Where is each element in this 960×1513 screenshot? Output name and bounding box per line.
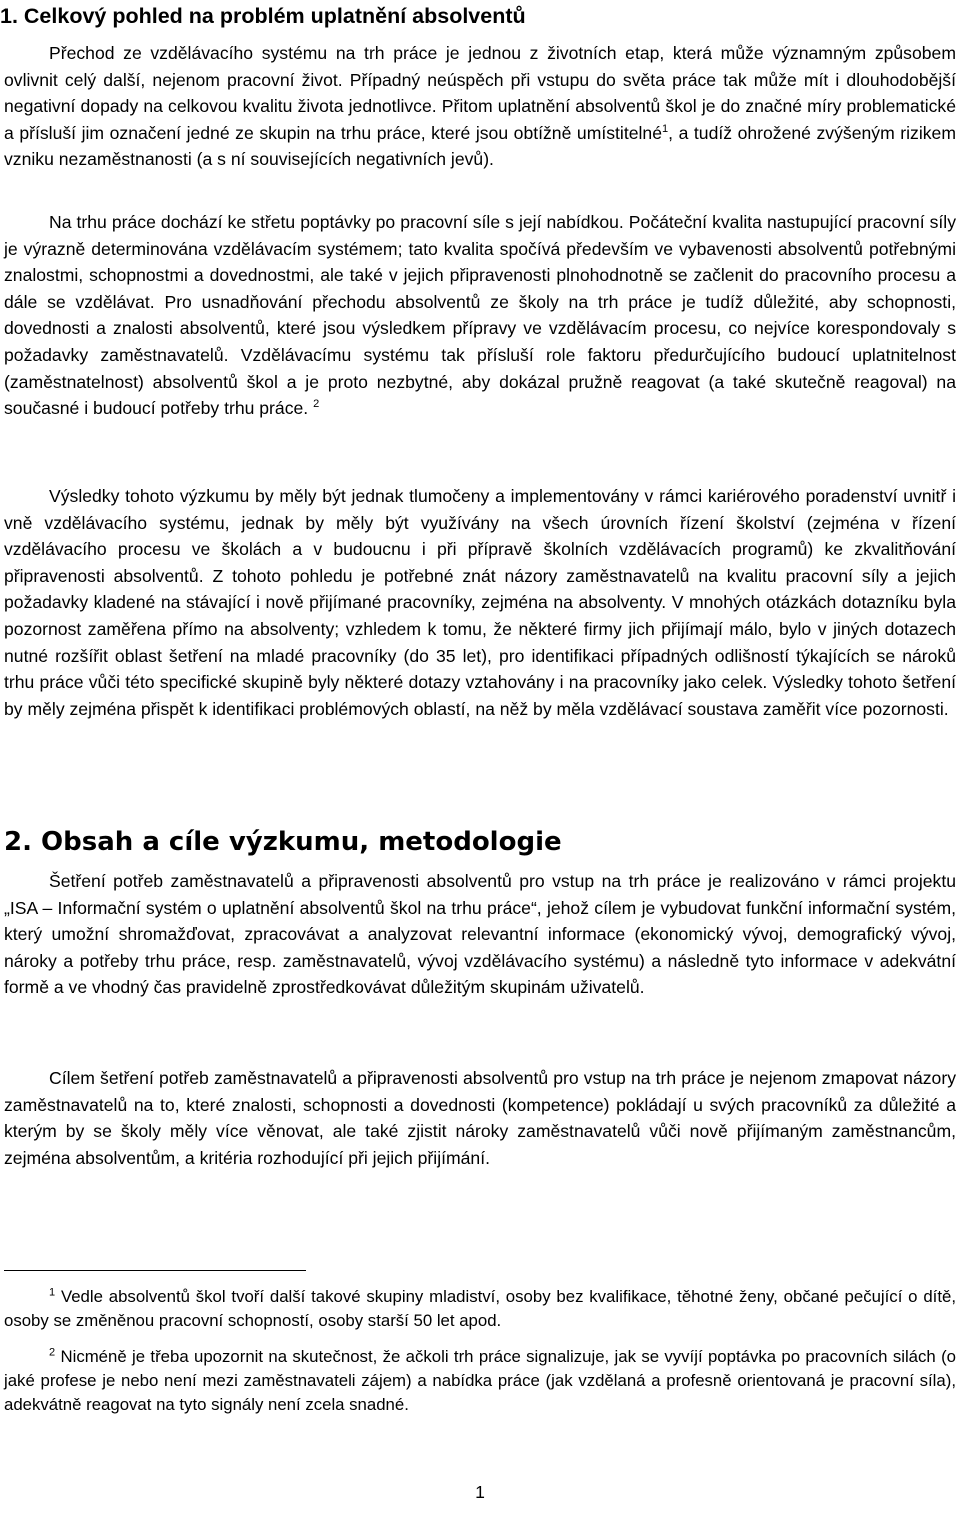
section-1-paragraph-3: [4, 483, 956, 722]
paragraph-text: Na trhu práce dochází ke střetu poptávky po pracovní síle s její nabídkou. Počáteční kvalita nastupující pracovní síly je výrazně determinována vzdělávacím systémem; tato kvalita spočívá především ve vybavenosti absolventů potřebnými znalostmi, schopnostmi a dovednostmi, ale také v jejich připravenosti plnohodnotně se začlenit do pracovního procesu a dále se vzdělávat. Pro usnadňování přechodu absolventů ze školy na trh práce je tudíž důležité, aby schopnosti, dovednosti a znalosti absolventů, které jsou výsledkem přípravy ve vzdělávacím procesu, co nejvíce korespondovaly s požadavky zaměstnavatelů. Vzdělávacímu systému tak přísluší role faktoru předurčujícího budoucí uplatnitelnost (zaměstnatelnost) absolventů škol a je proto nezbytné, aby dokázal pružně reagovat (a také skutečně reagoval) na současné i budoucí potřeby trhu práce.: [4, 212, 956, 419]
footnote-ref-2[interactable]: 2: [313, 398, 320, 411]
section-1-heading: 1. Celkový pohled na problém uplatnění absolventů: [0, 4, 526, 28]
footnote-1: [4, 1285, 956, 1333]
paragraph-text: , a tudíž ohrožené zvýšeným rizikem vzniku nezaměstnanosti (a s ní souvisejících negativních jevů).: [4, 122, 956, 170]
section-1-paragraph-2: [4, 209, 956, 422]
paragraph-text: Cílem šetření potřeb zaměstnavatelů a připravenosti absolventů pro vstup na trh práce je nejenom zmapovat názory zaměstnavatelů na to, které znalosti, schopnosti a dovednosti (kompetence) pokládají u svých pracovníků za důležité a kterým by se školy měly více věnovat, ale také zjistit nároky zaměstnavatelů vůči nově přijímaným zaměstnancům, zejména absolventům, a kritéria rozhodující při jejich přijímání.: [4, 1068, 956, 1168]
section-2-paragraph-1: [4, 868, 956, 1001]
footnote-number: 2: [49, 1346, 56, 1359]
footnote-text: Nicméně je třeba upozornit na skutečnost, že ačkoli trh práce signalizuje, jak se vyvíjí poptávka po pracovních silách (o jaké profese je nebo není mezi zaměstnavateli zájem) a nabídka práce (jak vzdělaná a profesně orientovaná je pracovní síla), adekvátně reagovat na tyto signály není zcela snadné.: [4, 1347, 956, 1414]
footnote-number: 1: [49, 1286, 56, 1299]
footnote-2: [4, 1345, 956, 1416]
footnote-ref-1[interactable]: 1: [662, 122, 669, 135]
page-number: 1: [475, 1482, 485, 1502]
paragraph-text: Přechod ze vzdělávacího systému na trh práce je jednou z životních etap, která může významným způsobem ovlivnit celý další, nejenom pracovní život. Případný neúspěch při vstupu do světa práce tak může mít i dlouhodobější negativní dopady na celkovou kvalitu života jednotlivce. Přitom uplatnění absolventů škol je do značné míry problematické a přísluší jim označení jedné ze skupin na trhu práce, které jsou obtížně umístitelné: [4, 43, 956, 143]
section-2-paragraph-2: [4, 1065, 956, 1171]
paragraph-text: Šetření potřeb zaměstnavatelů a připravenosti absolventů pro vstup na trh práce je realizováno v rámci projektu „ISA – Informační systém o uplatnění absolventů škol na trhu práce“, jehož cílem je vybudovat funkční informační systém, který umožní shromažďovat, zpracovávat a analyzovat relevantní informace (ekonomický vývoj, demografický vývoj, nároky a potřeby trhu práce, resp. zaměstnavatelů, vývoj vzdělávacího systému) a následně tyto informace v adekvátní formě a ve vhodný čas pravidelně zprostředkovávat důležitým skupinám uživatelů.: [4, 871, 956, 998]
footnote-text: Vedle absolventů škol tvoří další takové skupiny mladiství, osoby bez kvalifikace, těhotné ženy, občané pečující o dítě, osoby se změněnou pracovní schopností, osoby starší 50 let apod.: [4, 1287, 956, 1330]
footnote-separator: [4, 1270, 306, 1271]
section-2-heading: 2. Obsah a cíle výzkumu, metodologie: [4, 827, 562, 857]
section-1-paragraph-1: [4, 40, 956, 173]
paragraph-text: Výsledky tohoto výzkumu by měly být jednak tlumočeny a implementovány v rámci kariérového poradenství uvnitř i vně vzdělávacího systému, jednak by měly být využívány na všech úrovních řízení školství (zejména v řízení vzdělávacího procesu ve školách a v budoucnu i při přípravě školních vzdělávacích programů) ke zkvalitňování připravenosti absolventů. Z tohoto pohledu je potřebné znát názory zaměstnavatelů na kvalitu pracovní síly a jejich požadavky kladené na stávající i nově přijímané pracovníky, zejména na absolventy. V mnohých otázkách dotazníku byla pozornost zaměřena přímo na absolventy; vzhledem k tomu, že některé firmy jich přijímají málo, bylo v jiných dotazech nutné rozšířit oblast šetření na mladé pracovníky (do 35 let), pro identifikaci případných odlišností týkajících se nároků trhu práce vůči této specifické skupině byly některé dotazy vztahovány i na pracovníky jako celek. Výsledky tohoto šetření by měly zejména přispět k identifikaci problémových oblastí, na něž by měla vzdělávací soustava zaměřit více pozornosti.: [4, 486, 956, 719]
